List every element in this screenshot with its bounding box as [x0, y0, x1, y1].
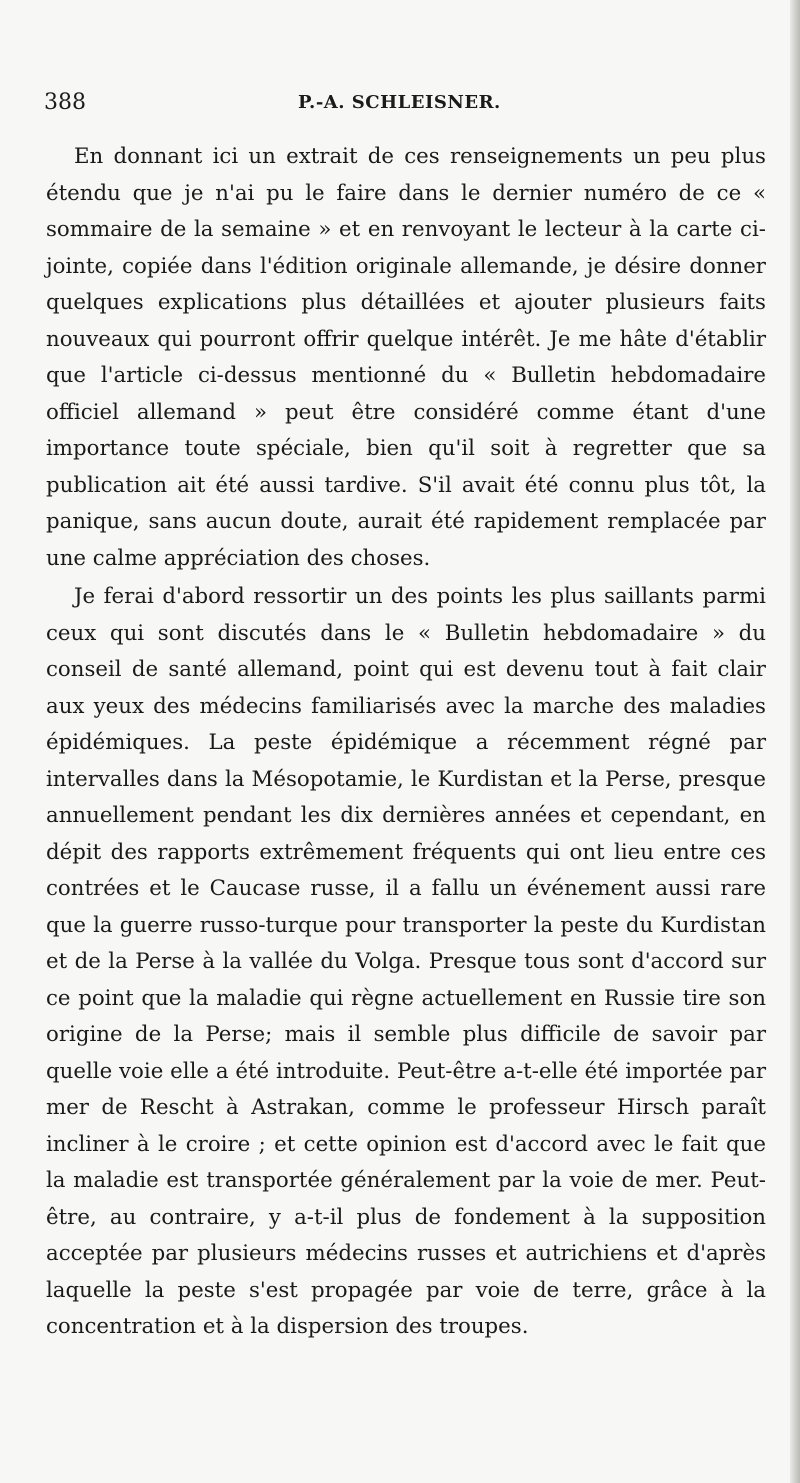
paragraph-2: Je ferai d'abord ressortir un des points les plus saillants parmi ceux qui sont discutés dans le « Bulletin hebdomadaire » du conseil de santé allemand, point qui est devenu tout à fait clair aux yeux des médecins familiarisés avec la marche des maladies épidémiques. La peste épidémique a récemment régné par intervalles dans la Mésopotamie, le Kurdistan et la Perse, presque annuellement pendant les dix dernières années et cependant, en dépit des rapports extrêmement fréquents qui ont lieu entre ces contrées et le Caucase russe, il a fallu un événement aussi rare que la guerre russo-turque pour transporter la peste du Kurdistan et de la Perse à la vallée du Volga. Presque tous sont d'accord sur ce point que la maladie qui règne actuellement en Russie tire son origine de la Perse; mais il semble plus difficile de savoir par quelle voie elle a été introduite. Peut-être a-t-elle été importée par mer de Rescht à Astrakan, comme le professeur Hirsch paraît incliner à le croire ; et cette opinion est d'accord avec le fait que la maladie est transportée généralement par la voie de mer. Peut-être, au contraire, y a-t-il plus de fondement à la supposition acceptée par plusieurs médecins russes et autrichiens et d'après laquelle la peste s'est propagée par voie de terre, grâce à la concentration et à la dispersion des troupes. — [46, 584, 766, 1339]
page-header — [44, 90, 764, 130]
page-edge-shadow — [790, 0, 800, 1483]
paragraph-1: En donnant ici un extrait de ces renseignements un peu plus étendu que je n'ai pu le faire dans le dernier numéro de ce « sommaire de la semaine » et en renvoyant le lecteur à la carte ci-jointe, copiée dans l'édition originale allemande, je désire donner quelques explications plus détaillées et ajouter plusieurs faits nouveaux qui pourront offrir quelque intérêt. Je me hâte d'établir que l'article ci-dessus mentionné du « Bulletin hebdomadaire officiel allemand » peut être considéré comme étant d'une importance toute spéciale, bien qu'il soit à regretter que sa publication ait été aussi tardive. S'il avait été connu plus tôt, la panique, sans aucun doute, aurait été rapidement remplacée par une calme appréciation des choses. — [46, 144, 766, 571]
page-number: 388 — [44, 90, 86, 115]
body-text — [46, 139, 766, 1346]
running-head: P.-A. SCHLEISNER. — [298, 92, 501, 113]
